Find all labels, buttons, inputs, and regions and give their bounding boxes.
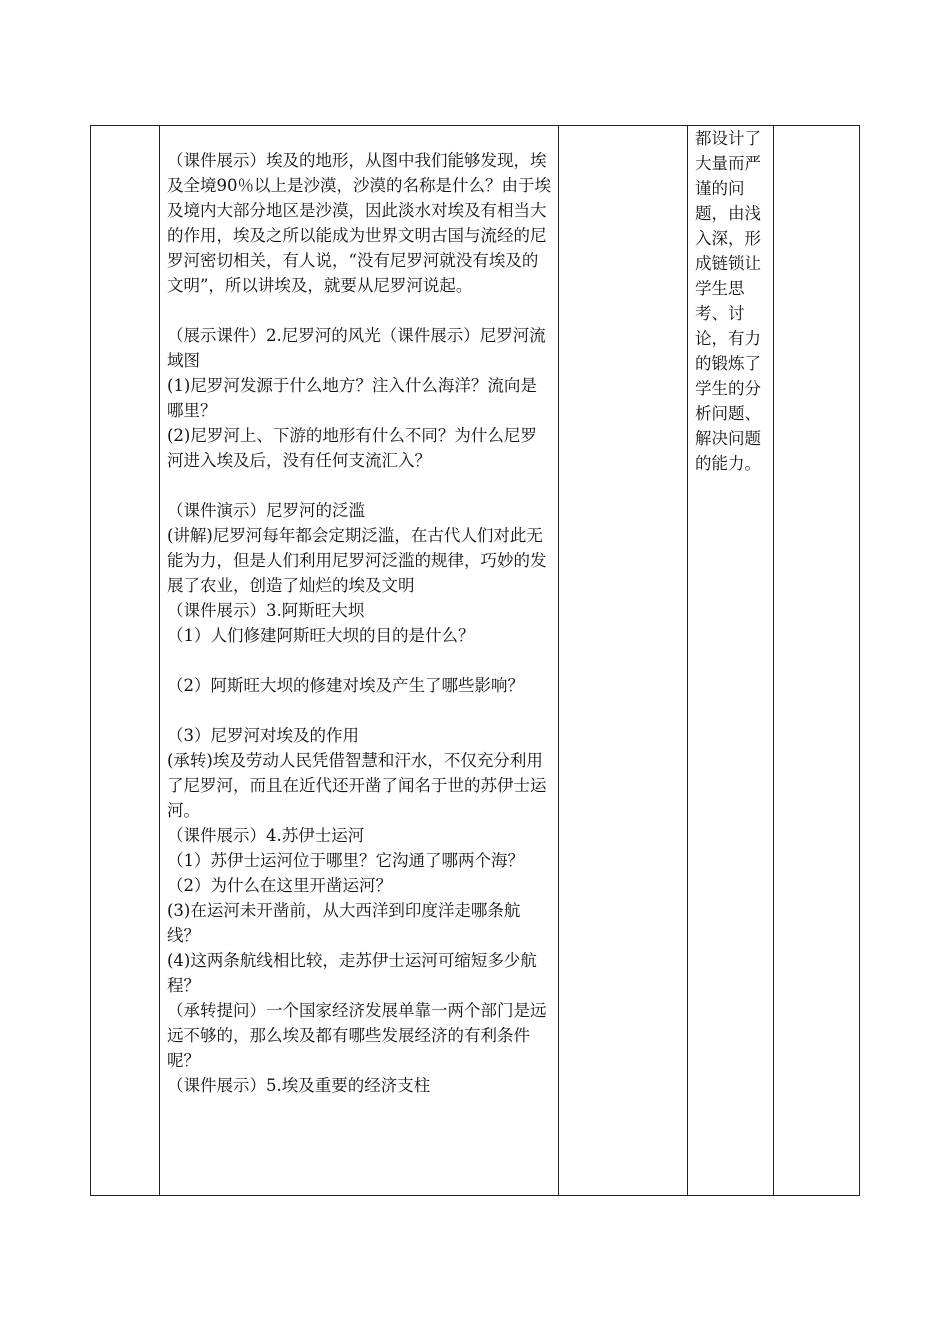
column-divider xyxy=(159,126,160,1195)
paragraph: （1）人们修建阿斯旺大坝的目的是什么？ xyxy=(167,626,475,645)
paragraph: （2）为什么在这里开凿运河？ xyxy=(167,876,392,895)
paragraph: (2)尼罗河上、下游的地形有什么不同？为什么尼罗河进入埃及后，没有任何支流汇入？ xyxy=(167,426,537,470)
blank-line xyxy=(167,298,553,323)
paragraph: （课件展示）3.阿斯旺大坝 xyxy=(167,601,365,620)
blank-line xyxy=(167,473,553,498)
paragraph: (讲解)尼罗河每年都会定期泛滥，在古代人们对此无能为力，但是人们利用尼罗河泛滥的规律，巧妙的发展了农业，创造了灿烂的埃及文明 xyxy=(167,526,547,595)
column-divider xyxy=(687,126,688,1195)
paragraph: (1)尼罗河发源于什么地方？注入什么海洋？流向是哪里？ xyxy=(167,376,537,420)
paragraph: (4)这两条航线相比较，走苏伊士运河可缩短多少航程？ xyxy=(167,951,537,995)
paragraph: （展示课件）2.尼罗河的风光（课件展示）尼罗河流域图 xyxy=(167,326,546,370)
paragraph: (3)在运河未开凿前，从大西洋到印度洋走哪条航线？ xyxy=(167,901,521,945)
paragraph: （1）苏伊士运河位于哪里？它沟通了哪两个海？ xyxy=(167,851,524,870)
column-divider xyxy=(773,126,774,1195)
paragraph: (承转)埃及劳动人民凭借智慧和汗水，不仅充分利用了尼罗河，而且在近代还开凿了闻名于世的苏伊士运河。 xyxy=(167,751,547,820)
paragraph: （2）阿斯旺大坝的修建对埃及产生了哪些影响？ xyxy=(167,676,524,695)
blank-line xyxy=(167,648,553,673)
design-intent-text: 都设计了大量而严谨的问题，由浅入深，形成链锁让学生思考、讨论，有力的锻炼了学生的分析问题、解决问题的能力。 xyxy=(695,129,761,473)
paragraph: （课件展示）4.苏伊士运河 xyxy=(167,826,365,845)
paragraph: （3）尼罗河对埃及的作用 xyxy=(167,726,359,745)
paragraph: （课件演示）尼罗河的泛滥 xyxy=(167,501,365,520)
lesson-table xyxy=(90,125,860,1196)
paragraph: （课件展示）5.埃及重要的经济支柱 xyxy=(167,1076,431,1095)
blank-line xyxy=(167,698,553,723)
paragraph: （课件展示）埃及的地形，从图中我们能够发现，埃及全境90％以上是沙漠，沙漠的名称是什么？由于埃及境内大部分地区是沙漠，因此淡水对埃及有相当大的作用，埃及之所以能成为世界文明古国与流经的尼罗河密切相关，有人说，“没有尼罗河就没有埃及的文明”，所以讲埃及，就要从尼罗河说起。 xyxy=(167,151,551,295)
teaching-process-cell xyxy=(167,148,553,1098)
column-divider xyxy=(558,126,559,1195)
paragraph: （承转提问）一个国家经济发展单靠一两个部门是远远不够的，那么埃及都有哪些发展经济的有利条件呢？ xyxy=(167,1001,547,1070)
design-intent-cell xyxy=(695,126,771,476)
